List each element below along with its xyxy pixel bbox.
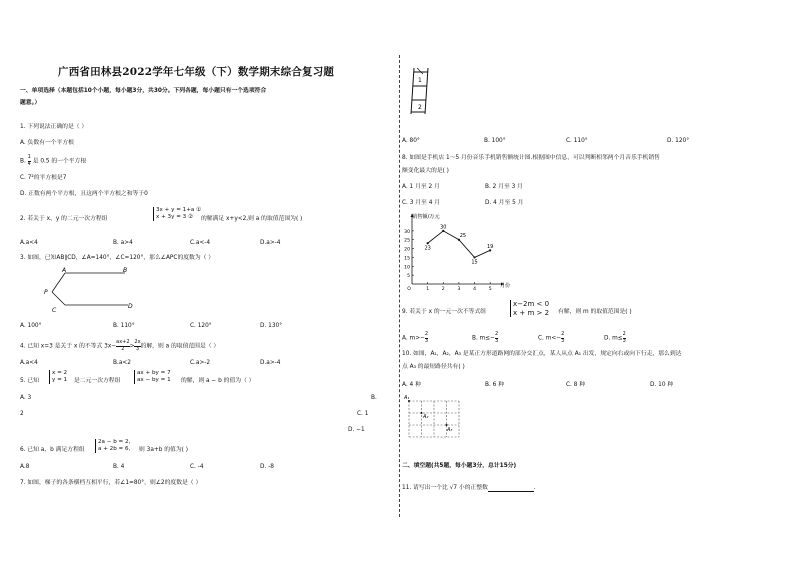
chart-y-tick-label: 20: [404, 247, 410, 253]
q5-option-c: C. 1: [357, 411, 369, 417]
q10-option-d: D. 10 种: [650, 382, 674, 388]
q2-stem-pre: 2. 若关于 x、y 的二元一次方程组: [20, 216, 108, 222]
chart-data-label: 30: [440, 224, 447, 231]
q8-option-d: D. 4 月至 5 月: [485, 200, 524, 206]
chart-y-tick-label: 25: [404, 238, 410, 244]
q3-figure: [40, 265, 140, 315]
q7-option-d: D. 120°: [667, 138, 690, 144]
q1-option-c: C. 7²的平方根是7: [20, 175, 67, 181]
q2-stem-post: 的解满足 x+y<2,则 a 的取值范围为( ): [201, 216, 303, 222]
chart-y-tick-label: 30: [404, 229, 410, 235]
q3-option-d: D. 130°: [260, 323, 283, 329]
q2-system: 3x + y = 1+a ① x + 3y = 3 ②: [153, 207, 201, 221]
q10-grid-figure: [403, 393, 465, 449]
chart-data-label: 23: [424, 245, 431, 252]
chart-x-tick-label: 5: [488, 287, 492, 292]
chart-x-axis-label: 月份: [500, 283, 510, 289]
q5-option-d: D. −1: [348, 427, 365, 433]
q9-option-d: D. m≤ $\frac{2}{3}$: [604, 331, 626, 344]
q9-option-a: A. m>− $\frac{2}{3}$: [402, 331, 429, 344]
q2-option-a: A.a<4: [20, 240, 38, 246]
q3-label-p: P: [44, 289, 48, 296]
q2-option-b: B. a>4: [113, 240, 133, 246]
q6-stem-pre: 6. 已知 a、b 满足方程组: [20, 447, 85, 453]
chart-data-label: 25: [459, 233, 467, 240]
q4-option-d: D.a>-4: [260, 360, 281, 366]
q11-stem: 11. 请写出一个比 √7 小的正整数 .: [402, 485, 536, 491]
q3-option-c: C. 120°: [190, 323, 212, 329]
chart-x-tick-label: 4: [473, 287, 477, 292]
q6-option-d: D. -8: [260, 464, 274, 470]
q5-stem-mid: 是二元一次方程组: [74, 378, 121, 384]
q8-option-a: A. 1 月至 2 月: [402, 184, 440, 190]
q3-label-d: D: [128, 303, 133, 310]
q9-option-c: C. m<− $\frac{2}{3}$: [538, 331, 565, 344]
q10-option-b: B. 6 种: [485, 382, 504, 388]
q7-option-c: C. 110°: [566, 138, 588, 144]
chart-y-tick-label: 15: [404, 256, 410, 262]
chart-y-tick-label: 5: [407, 274, 410, 280]
q6-option-c: C. -4: [190, 464, 204, 470]
q3-stem: 3. 如图，已知AB∥CD，∠A=140°，∠C=120°，那么∠APC的度数为（ ）: [20, 255, 215, 261]
q7-ladder-figure: [408, 66, 434, 116]
q6-system: 2a − b = 2, a + 2b = 6,: [95, 439, 130, 453]
q8-sales-chart: [398, 210, 510, 292]
q10-stem-line1: 10. 如图，A₁，A₂，A₃ 是某正方形道路网的部分交汇点，某人从点 A₁ 出发，规定向右或向下行走，那么到达: [402, 351, 682, 357]
q9-stem-post: 有解，则 m 的取值范围是( ): [558, 309, 632, 315]
q5-solution: x = 2 y = 1: [49, 370, 67, 384]
q9-system: x−2m < 0 x + m > 2: [510, 300, 549, 317]
section1-header-line2: 题意。）: [20, 100, 41, 106]
q4-option-c: C.a>-2: [190, 360, 211, 366]
chart-data-label: 19: [486, 243, 494, 250]
chart-y-tick-label: 10: [404, 265, 410, 271]
q11-radical: √7: [449, 485, 458, 491]
page-title: 广西省田林县2022学年七年级（下）数学期末综合复习题: [58, 66, 335, 78]
chart-data-point: [427, 242, 429, 244]
q7-angle-1-label: 1: [418, 77, 422, 84]
q5-option-a: A. 3: [20, 395, 32, 401]
q4-stem: 4. 已知 x=3 是关于 x 的不等式 3x− $\frac{ax+2}{2}$ > $\frac{2x}{3}$ 的解，则 a 的取值范围是（ ）: [20, 339, 220, 352]
q3-option-a: A. 100°: [20, 323, 42, 329]
q10-label-a3: A₃: [447, 427, 453, 433]
chart-origin-label: O: [407, 287, 411, 292]
q11-answer-blank[interactable]: [488, 485, 534, 492]
q5-system: ax + by = 7 ax − by = 1: [134, 370, 171, 384]
chart-data-point: [473, 256, 475, 258]
q7-option-b: B. 100°: [484, 138, 506, 144]
q6-option-a: A.8: [20, 464, 30, 470]
chart-x-tick-label: 3: [457, 287, 461, 292]
q8-stem-line1: 8. 如图是手机店 1～5 月份音乐手机销售额统计图.根据图中信息，可以判断相邻两个月音乐手机销售: [402, 155, 660, 161]
q1-option-a: A. 负数有一个平方根: [20, 140, 74, 146]
q5-line2: 2: [20, 411, 24, 417]
q8-option-c: C. 3 月至 4 月: [402, 200, 441, 206]
q10-label-a2: A₂: [423, 414, 429, 420]
q3-option-b: B. 110°: [113, 323, 135, 329]
q4-option-a: A.a<4: [20, 360, 38, 366]
q6-option-b: B. 4: [113, 464, 125, 470]
chart-x-tick-label: 1: [426, 287, 430, 292]
q10-option-a: A. 4 种: [402, 382, 421, 388]
q9-option-b: B. m≤− $\frac{2}{3}$: [472, 331, 499, 344]
q8-stem-line2: 额变化最大的是( ): [402, 168, 449, 174]
q3-label-c: C: [52, 307, 57, 314]
q2-option-d: D.a>-4: [260, 240, 281, 246]
q10-option-c: C. 8 种: [566, 382, 586, 388]
q6-stem-post: 则 3a+b 的值为( ): [139, 447, 189, 453]
q5-stem-post: 的解，则 a − b 的值为（ ）: [181, 378, 255, 384]
section1-header-line1: 一、单项选择（本题包括10个小题，每小题3分，共30分。下列各题，每小题只有一个选项符合: [20, 88, 267, 94]
q5-option-b: B.: [371, 395, 377, 401]
chart-y-axis-label: 销售额/万元: [412, 214, 440, 220]
q3-label-b: B: [123, 267, 128, 274]
q1-option-d: D. 正数有两个平方根，且这两个平方根之和等于0: [20, 191, 148, 197]
q7-angle-2-label: 2: [418, 104, 422, 111]
q3-label-a: A: [62, 267, 67, 274]
q9-stem-pre: 9. 若关于 x 的一元一次不等式组: [402, 309, 487, 315]
chart-data-label: 15: [471, 259, 478, 266]
q1-option-b: B. $\frac{1}{4}$ 是 0.5 的一个平方根: [20, 154, 87, 167]
q7-option-a: A. 80°: [402, 138, 420, 144]
q8-option-b: B. 2 月至 3 月: [485, 184, 523, 190]
q1-stem: 1. 下列说法正确的是（ ）: [20, 124, 88, 130]
section2-header: 二、填空题(共5题，每小题3分，总计15分): [402, 463, 517, 469]
q4-option-b: B.a<2: [113, 360, 131, 366]
q5-stem-pre: 5. 已知: [20, 378, 39, 384]
q10-label-a1: A₁: [404, 395, 410, 401]
q7-stem: 7. 如图，梯子的各条横档互相平行，若∠1=80°，则∠2的度数是（ ）: [20, 480, 202, 486]
q10-stem-line2: 点 A₃ 的最短路径共有( ): [402, 364, 465, 370]
chart-x-tick-label: 2: [441, 287, 445, 292]
q2-option-c: C.a<-4: [190, 240, 211, 246]
